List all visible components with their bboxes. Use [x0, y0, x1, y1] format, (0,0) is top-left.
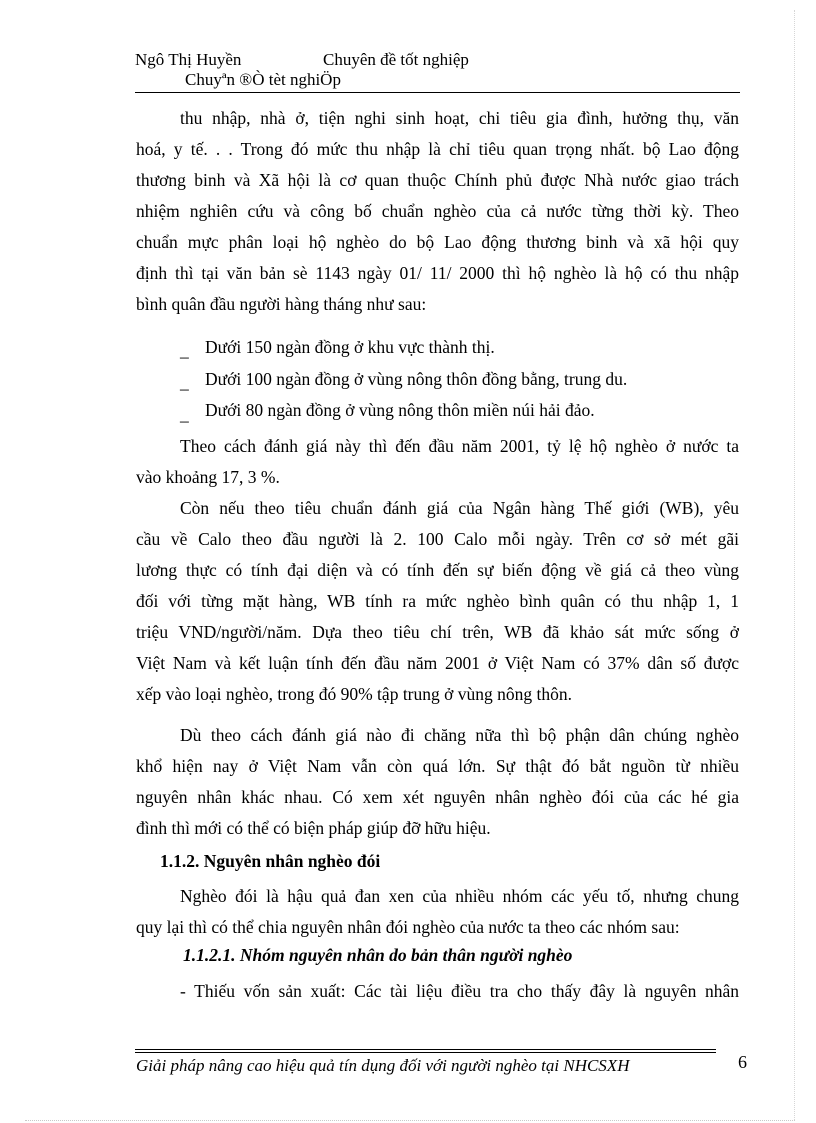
bullet-marker: _ — [180, 340, 189, 360]
text-line: thương binh và Xã hội là cơ quan thuộc Chính phủ được Nhà nước giao trách — [136, 170, 739, 190]
page-border-right — [794, 10, 795, 1120]
bullet-item: Dưới 150 ngàn đồng ở khu vực thành thị. — [205, 337, 495, 357]
text-line: thu nhập, nhà ở, tiện nghi sinh hoạt, chi tiêu gia đình, hưởng thụ, văn — [180, 108, 739, 128]
subsection-heading: 1.1.2.1. Nhóm nguyên nhân do bản thân người nghèo — [183, 945, 573, 965]
text-line: nhiệm nghiên cứu và công bố chuẩn nghèo của cả nước từng thời kỳ. Theo — [136, 201, 739, 221]
text-line: hoá, y tế. . . Trong đó mức thu nhập là chỉ tiêu quan trọng nhất. bộ Lao động — [136, 139, 739, 159]
text-line: Còn nếu theo tiêu chuẩn đánh giá của Ngân hàng Thế giới (WB), yêu — [180, 498, 739, 518]
paragraph-1-body — [136, 134, 739, 320]
footer-rule — [135, 1052, 716, 1053]
text-line: lương thực có tính đại diện và có tính đến sự biến động về giá cả theo vùng — [136, 560, 739, 580]
paragraph-2-body — [136, 462, 739, 493]
header-rule — [135, 92, 740, 93]
bullet-item: Dưới 100 ngàn đồng ở vùng nông thôn đồng bằng, trung du. — [205, 369, 628, 389]
bullet-item: Dưới 80 ngàn đồng ở vùng nông thôn miền núi hải đảo. — [205, 400, 595, 420]
paragraph-3-body — [136, 524, 739, 710]
paragraph-5-body — [136, 912, 739, 943]
text-line: đối với từng mặt hàng, WB tính ra mức nghèo bình quân có thu nhập 1, 1 — [136, 591, 739, 611]
paragraph-2 — [180, 431, 739, 462]
paragraph-4-body — [136, 751, 739, 844]
header-garbled-title: Chuyªn ®Ò tèt nghiÖp — [185, 70, 341, 89]
text-line: Theo cách đánh giá này thì đến đầu năm 2001, tỷ lệ hộ nghèo ở nước ta — [180, 436, 739, 456]
text-line: triệu VND/người/năm. Dựa theo tiêu chí trên, WB đã khảo sát mức sống ở — [136, 622, 739, 642]
page-number: 6 — [738, 1052, 747, 1072]
header-title: Chuyên đề tốt nghiệp — [323, 50, 469, 69]
text-line: cầu về Calo theo đầu người là 2. 100 Calo mỗi ngày. Trên cơ sở mét gãi — [136, 529, 739, 549]
text-line: bình quân đầu người hàng tháng như sau: — [136, 294, 427, 314]
text-line: Nghèo đói là hậu quả đan xen của nhiều nhóm các yếu tố, nhưng chung — [180, 886, 739, 906]
paragraph-5 — [180, 881, 739, 912]
text-line: nguyên nhân khác nhau. Có xem xét nguyên nhân nghèo đói của các hé gia — [136, 787, 739, 807]
text-line: chuẩn mực phân loại hộ nghèo do bộ Lao động thương binh và xã hội quy — [136, 232, 739, 252]
text-line: - Thiếu vốn sản xuất: Các tài liệu điều tra cho thấy đây là nguyên nhân — [180, 981, 739, 1001]
bullet-marker: _ — [180, 372, 189, 392]
text-line: Dù theo cách đánh giá nào đi chăng nữa thì bộ phận dân chúng nghèo — [180, 725, 739, 745]
text-line: quy lại thì có thể chia nguyên nhân đói nghèo của nước ta theo các nhóm sau: — [136, 917, 680, 937]
page-border-bottom — [25, 1120, 795, 1121]
section-heading: 1.1.2. Nguyên nhân nghèo đói — [160, 851, 381, 871]
paragraph-4 — [180, 720, 739, 751]
text-line: đình thì mới có thể có biện pháp giúp đỡ hữu hiệu. — [136, 818, 491, 838]
footer-text: Giải pháp nâng cao hiệu quả tín dụng đối với người nghèo tại NHCSXH — [136, 1056, 630, 1075]
bullet-marker: _ — [180, 404, 189, 424]
text-line: vào khoảng 17, 3 %. — [136, 467, 280, 487]
footer-rule — [135, 1049, 716, 1050]
text-line: Việt Nam và kết luận tính đến đầu năm 2001 ở Việt Nam có 37% dân số được — [136, 653, 739, 673]
paragraph-1 — [180, 103, 739, 134]
text-line: khổ hiện nay ở Việt Nam vẫn còn quá lớn. Sự thật đó bắt nguồn từ nhiều — [136, 756, 739, 776]
header-author: Ngô Thị Huyền — [135, 50, 242, 69]
text-line: xếp vào loại nghèo, trong đó 90% tập trung ở vùng nông thôn. — [136, 684, 572, 704]
text-line: định thì tại văn bản sè 1143 ngày 01/ 11/ 2000 thì hộ nghèo là hộ có thu nhập — [136, 263, 739, 283]
paragraph-3 — [180, 493, 739, 524]
paragraph-6 — [180, 976, 739, 1007]
